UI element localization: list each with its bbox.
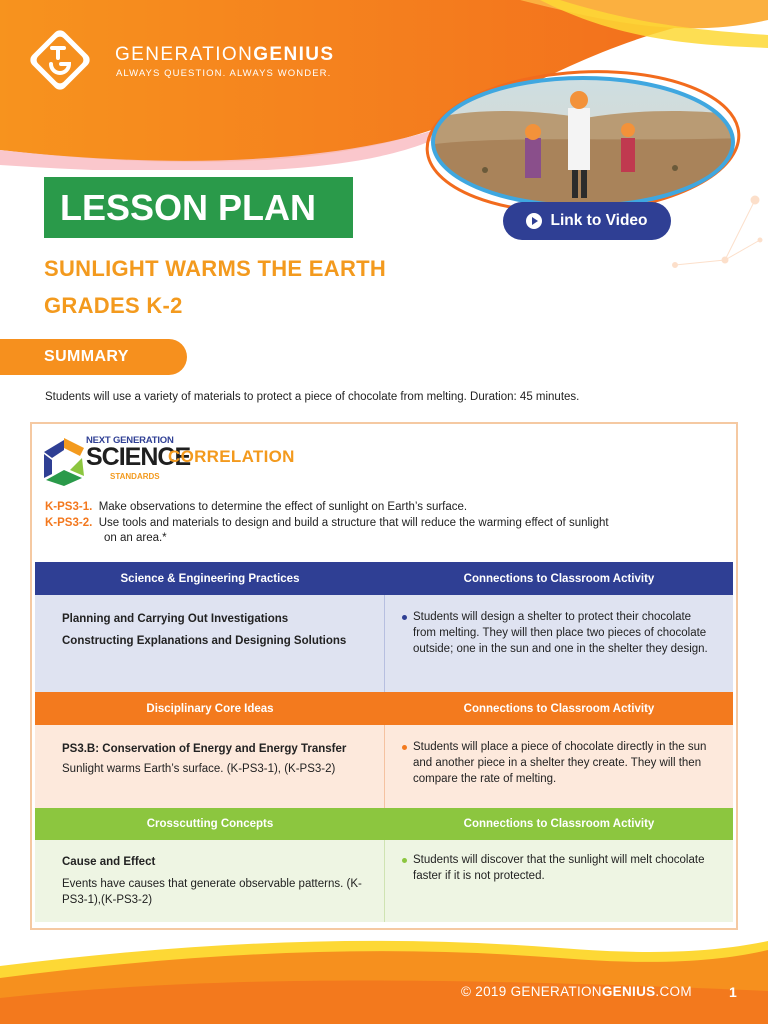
video-thumbnail[interactable] xyxy=(425,50,768,280)
sep-header-left: Science & Engineering Practices xyxy=(120,572,300,585)
bullet-icon xyxy=(402,745,407,750)
summary-tab: SUMMARY xyxy=(0,339,187,375)
dci-activity-text: Students will place a piece of chocolate directly in the sun and another piece in a shelter they create. They will then compare the rate of melting. xyxy=(413,741,707,785)
standard-code: K-PS3-1. xyxy=(45,501,93,513)
standard-kps3-1 xyxy=(45,501,467,513)
dci-header-right: Connections to Classroom Activity xyxy=(463,702,655,715)
sep-practice-item: Planning and Carrying Out Investigations xyxy=(62,613,289,625)
cc-header-left: Crosscutting Concepts xyxy=(146,818,274,830)
dci-header-row xyxy=(35,692,733,725)
dci-ideas xyxy=(35,725,385,808)
cc-activity xyxy=(385,840,733,922)
footer-wave-background xyxy=(0,936,768,1024)
ngss-science: SCIENCE xyxy=(86,443,191,471)
generation-genius-logo xyxy=(24,24,96,96)
bullet-icon xyxy=(402,858,407,863)
summary-text: Students will use a variety of materials to protect a piece of chocolate from melting. Duration: 45 minutes. xyxy=(45,391,580,403)
dci-body-row xyxy=(35,725,733,808)
standard-text: Use tools and materials to design and build a structure that will reduce the warming effect of sunlight xyxy=(98,517,609,529)
sep-practice-item: Constructing Explanations and Designing Solutions xyxy=(62,635,347,647)
brand-name: GENERATIONGENIUS xyxy=(115,44,335,65)
cc-activity-text: Students will discover that the sunlight will melt chocolate faster if it is not protected. xyxy=(413,854,705,882)
sep-header-row xyxy=(35,562,733,595)
lesson-plan-banner: LESSON PLAN xyxy=(44,177,353,238)
cc-header-row xyxy=(35,808,733,840)
dci-activity xyxy=(385,725,733,808)
dci-idea-title: PS3.B: Conservation of Energy and Energy Transfer xyxy=(62,743,347,755)
brand-tagline: ALWAYS QUESTION. ALWAYS WONDER. xyxy=(116,68,332,79)
page-number: 1 xyxy=(729,984,737,1000)
play-icon xyxy=(526,213,542,229)
cc-concepts xyxy=(35,840,385,922)
cc-header-right: Connections to Classroom Activity xyxy=(463,818,655,830)
cc-concept-text: Events have causes that generate observable patterns. (K-PS3-1),(K-PS3-2) xyxy=(62,878,362,906)
lesson-title: SUNLIGHT WARMS THE EARTH xyxy=(44,256,387,281)
dci-header-left: Disciplinary Core Ideas xyxy=(146,702,274,715)
cc-body-row xyxy=(35,840,733,922)
sep-practices xyxy=(35,595,385,692)
standard-kps3-2 xyxy=(45,517,609,529)
sep-activity-text: Students will design a shelter to protect their chocolate from melting. They will then place two pieces of chocolate outside; one in the sun and one in the shelter they design. xyxy=(413,611,708,655)
bullet-icon xyxy=(402,615,407,620)
sep-activity xyxy=(385,595,733,692)
lesson-grades: GRADES K-2 xyxy=(44,293,183,318)
ngss-standards: STANDARDS xyxy=(110,472,160,481)
cc-concept-title: Cause and Effect xyxy=(62,856,156,868)
ngss-logo-icon xyxy=(40,434,88,488)
sep-header-right: Connections to Classroom Activity xyxy=(463,572,655,585)
sep-body-row xyxy=(35,595,733,692)
dci-idea-text: Sunlight warms Earth’s surface. (K-PS3-1), (K-PS3-2) xyxy=(62,763,336,775)
standard-kps3-2-continued: on an area.* xyxy=(104,532,167,544)
standard-code: K-PS3-2. xyxy=(45,517,93,529)
standard-text: Make observations to determine the effect of sunlight on Earth’s surface. xyxy=(98,501,468,513)
link-to-video-label: Link to Video xyxy=(550,212,648,229)
link-to-video-button[interactable] xyxy=(503,202,671,240)
ngss-next-generation: NEXT GENERATION xyxy=(86,435,174,446)
correlation-heading: CORRELATION xyxy=(168,447,295,466)
footer-copyright: © 2019 GENERATIONGENIUS.COM xyxy=(461,984,692,999)
